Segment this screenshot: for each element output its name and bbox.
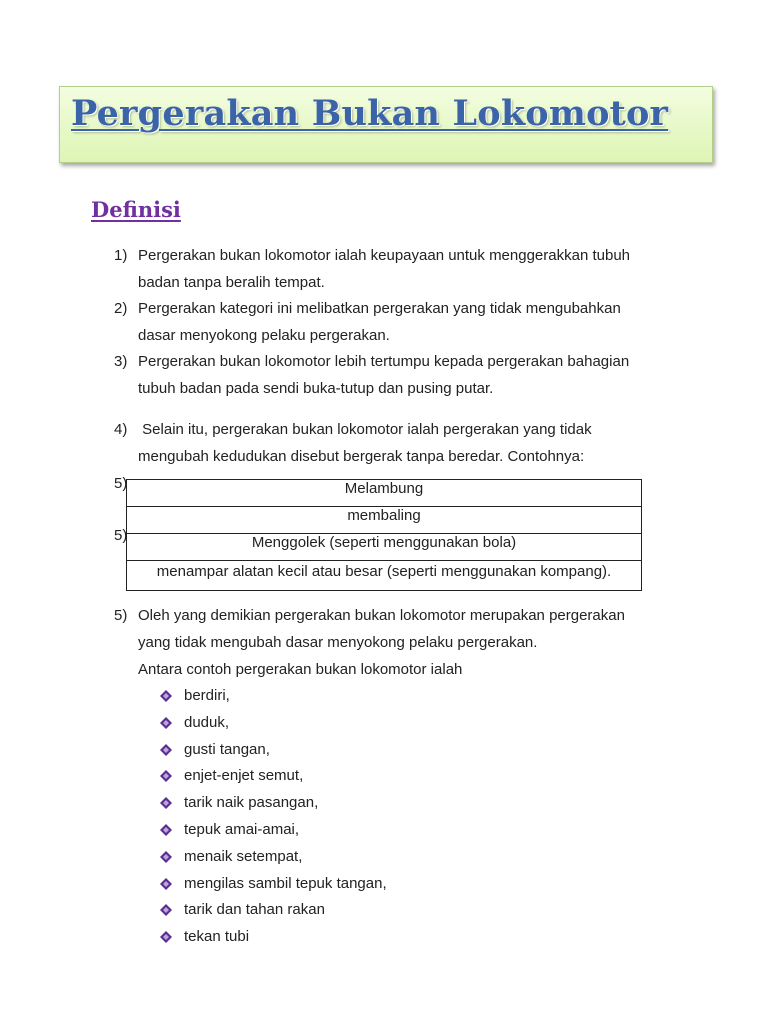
list-item-text: mengilas sambil tepuk tangan,: [184, 875, 387, 892]
list-item-text: gusti tangan,: [184, 741, 270, 758]
section-heading: Definisi: [91, 197, 181, 222]
list-item-text: tekan tubi: [184, 928, 250, 945]
diamond-bullet-icon: [160, 904, 172, 916]
diamond-bullet-icon: [160, 744, 172, 756]
list-item-text: duduk,: [184, 714, 230, 731]
item-text: Pergerakan bukan lokomotor ialah keupayaan untuk menggerakkan tubuh: [138, 247, 630, 264]
stray-number: 5): [114, 527, 128, 544]
list-item-text: berdiri,: [184, 687, 230, 704]
table-cell: Menggolek (seperti menggunakan bola): [127, 534, 642, 561]
examples-table: [126, 479, 642, 591]
item-text: tubuh badan pada sendi buka-tutup dan pusing putar.: [138, 380, 494, 397]
table-cell: membaling: [127, 507, 642, 534]
title-banner: [59, 86, 713, 163]
diamond-bullet-icon: [160, 717, 172, 729]
list-item-text: menaik setempat,: [184, 848, 303, 865]
table-row: [127, 507, 642, 534]
item-number: 4): [114, 421, 128, 438]
list-item-text: tarik naik pasangan,: [184, 794, 319, 811]
item-number: 1): [114, 247, 128, 264]
diamond-bullet-icon: [160, 851, 172, 863]
item-text: yang tidak mengubah dasar menyokong pelaku pergerakan.: [138, 634, 538, 651]
table-row: [127, 480, 642, 507]
table-row: [127, 561, 642, 591]
item-number: 5): [114, 607, 128, 624]
item-text: badan tanpa beralih tempat.: [138, 274, 325, 291]
item-text: Selain itu, pergerakan bukan lokomotor ialah pergerakan yang tidak: [138, 421, 592, 438]
stray-number: 5): [114, 475, 128, 492]
list-item-text: tarik dan tahan rakan: [184, 901, 325, 918]
item-text: Oleh yang demikian pergerakan bukan lokomotor merupakan pergerakan: [138, 607, 625, 624]
list-item-text: tepuk amai-amai,: [184, 821, 300, 838]
item-text: Antara contoh pergerakan bukan lokomotor ialah: [138, 661, 463, 678]
item-number: 2): [114, 300, 128, 317]
item-text: Pergerakan kategori ini melibatkan pergerakan yang tidak mengubahkan: [138, 300, 621, 317]
item-text: Pergerakan bukan lokomotor lebih tertumpu kepada pergerakan bahagian: [138, 353, 630, 370]
item-text: dasar menyokong pelaku pergerakan.: [138, 327, 390, 344]
diamond-bullet-icon: [160, 797, 172, 809]
diamond-bullet-icon: [160, 770, 172, 782]
item-text: mengubah kedudukan disebut bergerak tanpa beredar. Contohnya:: [138, 448, 585, 465]
list-item-text: enjet-enjet semut,: [184, 767, 304, 784]
table-cell: menampar alatan kecil atau besar (seperti menggunakan kompang).: [127, 561, 642, 591]
page-title: Pergerakan Bukan Lokomotor: [71, 93, 669, 134]
item-number: 3): [114, 353, 128, 370]
diamond-bullet-icon: [160, 931, 172, 943]
diamond-bullet-icon: [160, 878, 172, 890]
table-row: [127, 534, 642, 561]
diamond-bullet-icon: [160, 690, 172, 702]
diamond-bullet-icon: [160, 824, 172, 836]
table-cell: Melambung: [127, 480, 642, 507]
